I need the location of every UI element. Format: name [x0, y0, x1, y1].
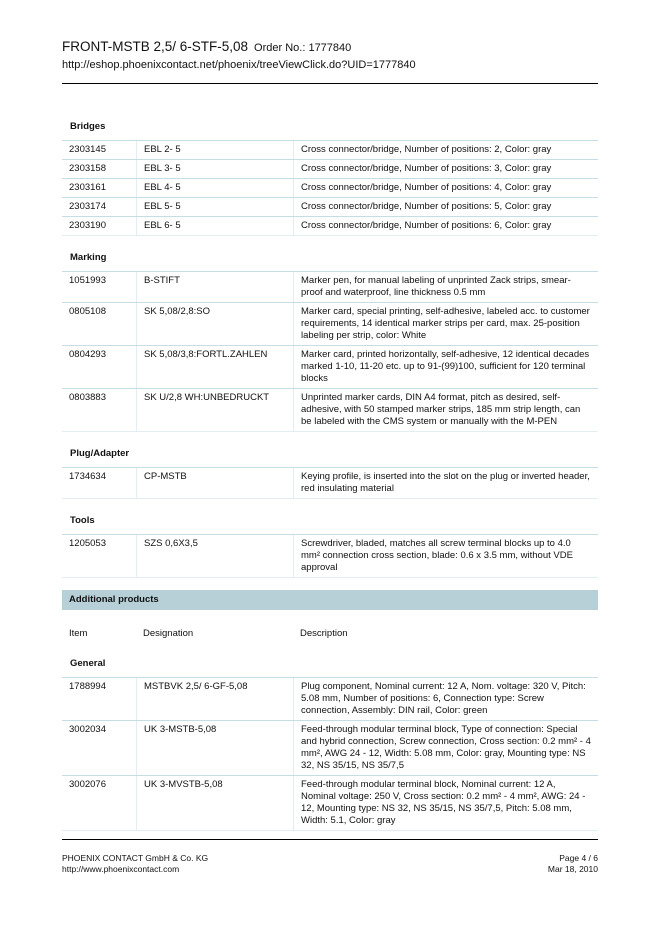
section-header-additional-products: Additional products [62, 590, 598, 610]
item-designation: UK 3-MVSTB-5,08 [136, 776, 293, 830]
item-description: Screwdriver, bladed, matches all screw terminal blocks up to 4.0 mm² connection cross section, blade: 0.6 x 3.5 mm, without VDE approval [293, 535, 598, 577]
item-designation: EBL 5- 5 [136, 198, 293, 216]
table-row [62, 178, 598, 197]
item-designation: EBL 3- 5 [136, 160, 293, 178]
header-divider [62, 83, 598, 84]
item-number: 1051993 [69, 275, 106, 286]
table-row [62, 216, 598, 236]
group-title-bridges: Bridges [70, 121, 106, 132]
item-description: Cross connector/bridge, Number of positions: 4, Color: gray [293, 179, 598, 197]
table-row [62, 775, 598, 831]
item-description: Feed-through modular terminal block, Nominal current: 12 A, Nominal voltage: 250 V, Cross section: 0.2 mm² - 4 mm², AWG: 24 - 12, Mounting type: NS 32, NS 35/15, NS 35/7,5, Pitch: 5.08 mm, Width: 5.1, Color: gray [293, 776, 598, 830]
footer-website: http://www.phoenixcontact.com [62, 864, 180, 874]
item-number: 2303145 [69, 144, 106, 155]
product-url: http://eshop.phoenixcontact.net/phoenix/treeViewClick.do?UID=1777840 [62, 59, 416, 71]
item-designation: SZS 0,6X3,5 [136, 535, 293, 577]
table-row [62, 677, 598, 720]
footer-date: Mar 18, 2010 [547, 864, 598, 874]
group-spacer [62, 236, 598, 246]
item-number: 0805108 [69, 306, 106, 317]
item-description: Cross connector/bridge, Number of positions: 6, Color: gray [293, 217, 598, 235]
table-row [62, 140, 598, 159]
item-designation: SK 5,08/3,8:FORTL.ZAHLEN [136, 346, 293, 388]
item-number: 3002034 [69, 724, 106, 735]
group-title-general: General [70, 658, 106, 669]
table-row [62, 197, 598, 216]
item-designation: CP-MSTB [136, 468, 293, 498]
column-header-description: Description [300, 628, 348, 639]
table-row [62, 271, 598, 302]
column-header-item: Item [69, 628, 88, 639]
item-designation: EBL 6- 5 [136, 217, 293, 235]
item-description: Keying profile, is inserted into the slot on the plug or inverted header, red insulating material [293, 468, 598, 498]
item-description: Cross connector/bridge, Number of positions: 5, Color: gray [293, 198, 598, 216]
item-designation: SK 5,08/2,8:SO [136, 303, 293, 345]
item-description: Cross connector/bridge, Number of positions: 2, Color: gray [293, 141, 598, 159]
item-number: 2303158 [69, 163, 106, 174]
item-description: Marker card, special printing, self-adhesive, labeled acc. to customer requirements, 14 identical marker strips per card, max. 25-position labeling per strip, color: White [293, 303, 598, 345]
item-designation: B-STIFT [136, 272, 293, 302]
item-description: Marker card, printed horizontally, self-adhesive, 12 identical decades marked 1-10, 11-20 etc. up to 91-(99)100, sufficient for 120 terminal blocks [293, 346, 598, 388]
item-number: 1788994 [69, 681, 106, 692]
group-title-marking: Marking [70, 252, 107, 263]
item-number: 2303174 [69, 201, 106, 212]
page-header [62, 38, 598, 72]
table-row [62, 159, 598, 178]
item-designation: EBL 4- 5 [136, 179, 293, 197]
group-title-tools: Tools [70, 515, 95, 526]
item-description: Cross connector/bridge, Number of positions: 3, Color: gray [293, 160, 598, 178]
item-number: 2303161 [69, 182, 106, 193]
footer-divider [62, 839, 598, 840]
item-designation: UK 3-MSTB-5,08 [136, 721, 293, 775]
item-number: 0804293 [69, 349, 106, 360]
accessories-content [62, 115, 598, 831]
group-title-plug-adapter: Plug/Adapter [70, 448, 130, 459]
item-description: Marker pen, for manual labeling of unprinted Zack strips, smear-proof and waterproof, line thickness 0.5 mm [293, 272, 598, 302]
column-headers [62, 628, 598, 642]
item-number: 0803883 [69, 392, 106, 403]
group-spacer [62, 642, 598, 652]
group-spacer [62, 432, 598, 442]
order-number: Order No.: 1777840 [254, 42, 352, 54]
table-row [62, 467, 598, 499]
table-row [62, 720, 598, 775]
column-header-designation: Designation [143, 628, 194, 639]
item-designation: EBL 2- 5 [136, 141, 293, 159]
group-spacer [62, 499, 598, 509]
table-row [62, 302, 598, 345]
item-designation: MSTBVK 2,5/ 6-GF-5,08 [136, 678, 293, 720]
table-row [62, 534, 598, 578]
item-number: 1734634 [69, 471, 106, 482]
item-description: Feed-through modular terminal block, Type of connection: Special and hybrid connection, Screw connection, Cross section: 0.2 mm² - 4 mm², AWG 24 - 12, Width: 5.08 mm, Color: gray, Mounting type: NS 32, NS 35/15, NS 35/7,5 [293, 721, 598, 775]
item-number: 2303190 [69, 220, 106, 231]
item-designation: SK U/2,8 WH:UNBEDRUCKT [136, 389, 293, 431]
item-description: Unprinted marker cards, DIN A4 format, pitch as desired, self-adhesive, with 50 stamped marker strips, 185 mm strip length, can be labeled with the CMS system or manually with the M-PEN [293, 389, 598, 431]
item-number: 1205053 [69, 538, 106, 549]
item-number: 3002076 [69, 779, 106, 790]
footer-company: PHOENIX CONTACT GmbH & Co. KG [62, 853, 209, 863]
product-title: FRONT-MSTB 2,5/ 6-STF-5,08 [62, 39, 249, 54]
table-row [62, 388, 598, 432]
page-number: Page 4 / 6 [559, 853, 598, 863]
table-row [62, 345, 598, 388]
item-description: Plug component, Nominal current: 12 A, Nom. voltage: 320 V, Pitch: 5.08 mm, Number of positions: 6, Connection type: Screw connection, Assembly: DIN rail, Color: green [293, 678, 598, 720]
